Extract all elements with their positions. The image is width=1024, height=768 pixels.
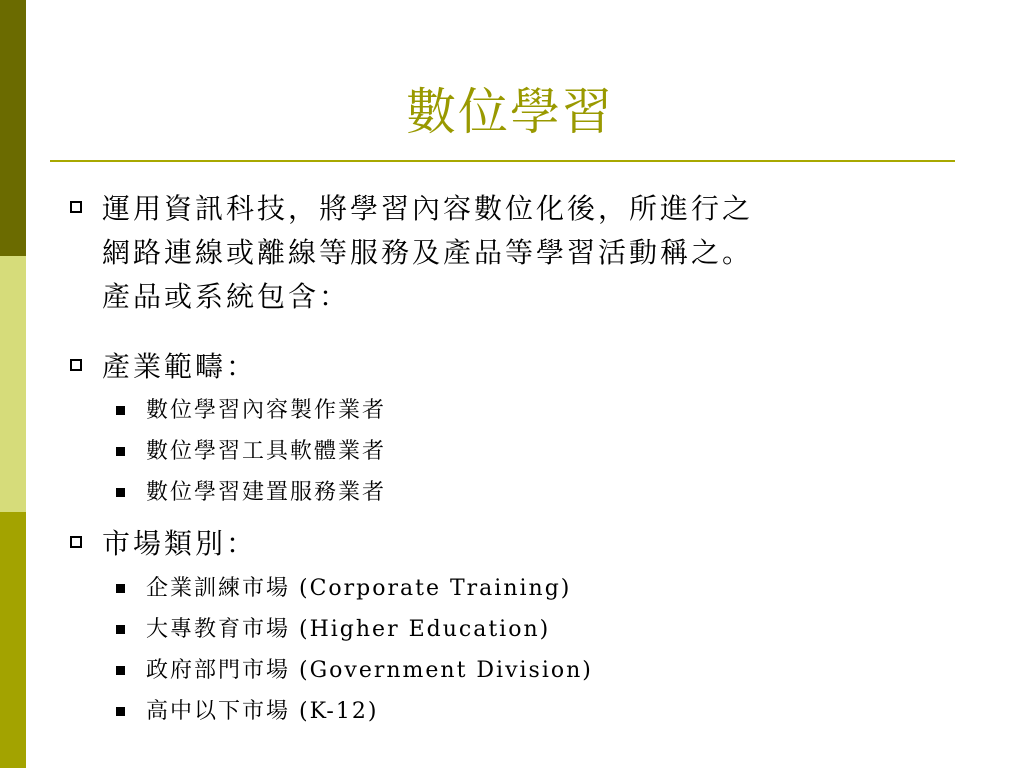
slide-title: 數位學習 [406, 83, 614, 141]
bullet-text: 運用資訊科技，將學習內容數位化後，所進行之 網路連線或離線等服務及產品等學習活動稱之。 產品或系統包含： [102, 192, 754, 313]
hollow-square-bullet-icon [70, 201, 82, 213]
bullet-text: 市場類別： [102, 527, 258, 560]
sub-bullet-text: 高中以下市場 (K-12) [146, 699, 379, 724]
hollow-square-bullet-icon [70, 536, 82, 548]
sub-bullet-text: 企業訓練市場 (Corporate Training) [146, 576, 572, 601]
sub-bullet-text: 數位學習工具軟體業者 [146, 439, 387, 464]
sub-bullet-text: 政府部門市場 (Government Division) [146, 658, 593, 683]
filled-square-bullet-icon [116, 406, 125, 415]
sub-bullet-text: 數位學習建置服務業者 [146, 480, 387, 505]
sub-bullet-text: 大專教育市場 (Higher Education) [146, 617, 551, 642]
filled-square-bullet-icon [116, 666, 125, 675]
filled-square-bullet-icon [116, 707, 125, 716]
filled-square-bullet-icon [116, 584, 125, 593]
filled-square-bullet-icon [116, 488, 125, 497]
hollow-square-bullet-icon [70, 359, 82, 371]
bullet-text: 產業範疇： [102, 350, 258, 383]
filled-square-bullet-icon [116, 625, 125, 634]
sub-bullet-text: 數位學習內容製作業者 [146, 398, 387, 423]
filled-square-bullet-icon [116, 447, 125, 456]
